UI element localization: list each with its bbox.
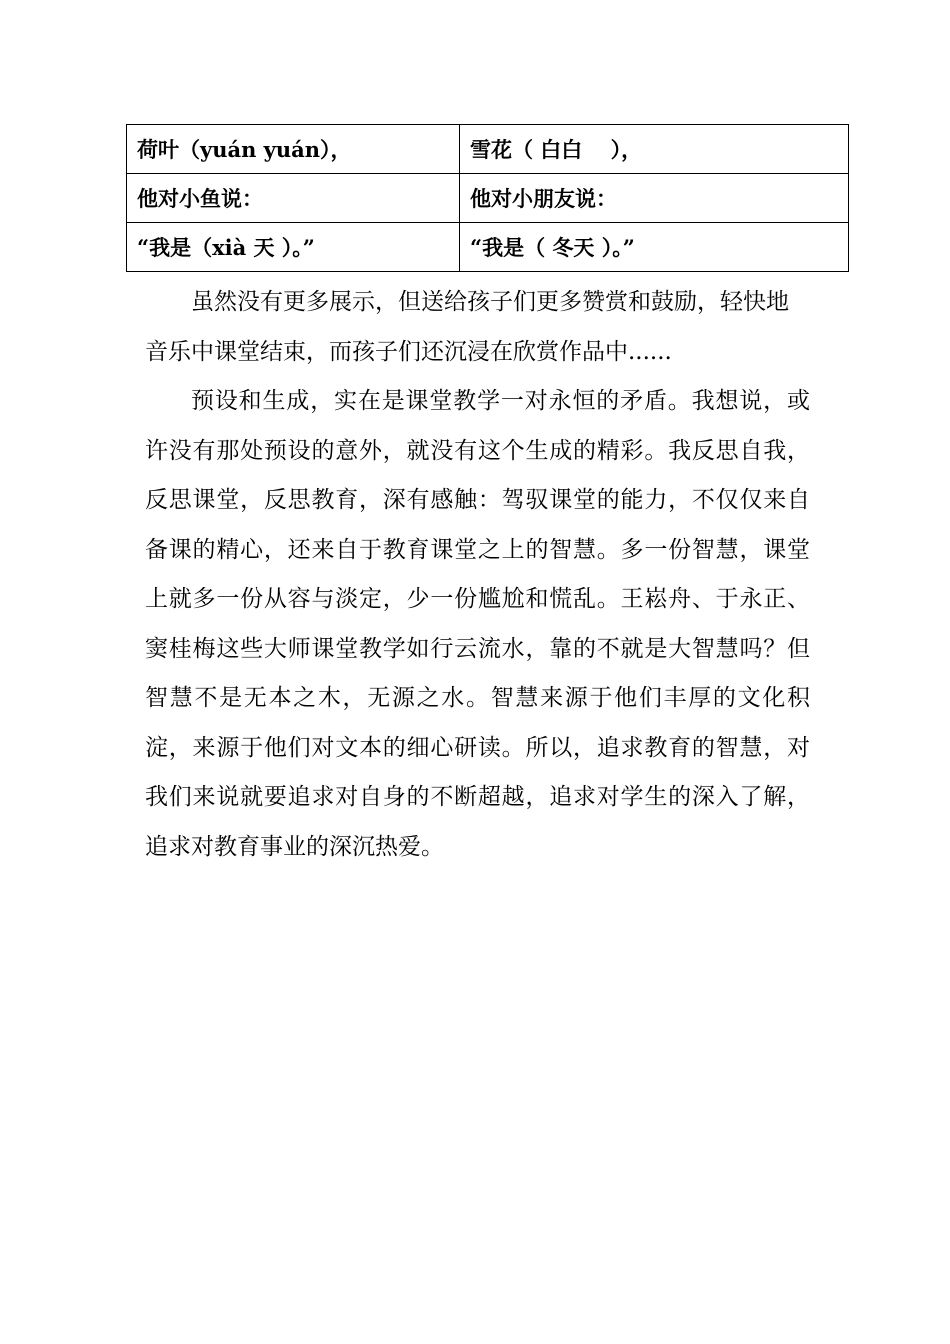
table-cell: “我是（xià 天 ）。” [127, 223, 460, 272]
table-cell: 他对小鱼说： [127, 174, 460, 223]
table-row [127, 223, 849, 272]
table-cell: 荷叶（yuán yuán）， [127, 125, 460, 174]
body-text [145, 278, 810, 872]
paragraph: 虽然没有更多展示，但送给孩子们更多赞赏和鼓励，轻快地音乐中课堂结束，而孩子们还沉浸在欣赏作品中...... [145, 289, 789, 365]
table-cell: 他对小朋友说： [460, 174, 849, 223]
table-cell: “我是（ 冬天 ）。” [460, 223, 849, 272]
table-row [127, 174, 849, 223]
table-row [127, 125, 849, 174]
table-cell: 雪花（ 白白 ）， [460, 125, 849, 174]
paragraph: 预设和生成，实在是课堂教学一对永恒的矛盾。我想说，或许没有那处预设的意外，就没有这个生成的精彩。我反思自我，反思课堂，反思教育，深有感触：驾驭课堂的能力，不仅仅来自备课的精心，还来自于教育课堂之上的智慧。多一份智慧，课堂上就多一份从容与淡定，少一份尴尬和慌乱。王崧舟、于永正、窦桂梅这些大师课堂教学如行云流水，靠的不就是大智慧吗？但智慧不是无本之木，无源之水。智慧来源于他们丰厚的文化积淀，来源于他们对文本的细心研读。所以，追求教育的智慧，对我们来说就要追求对自身的不断超越，追求对学生的深入了解，追求对教育事业的深沉热爱。 [145, 388, 810, 860]
poem-table [126, 124, 849, 272]
